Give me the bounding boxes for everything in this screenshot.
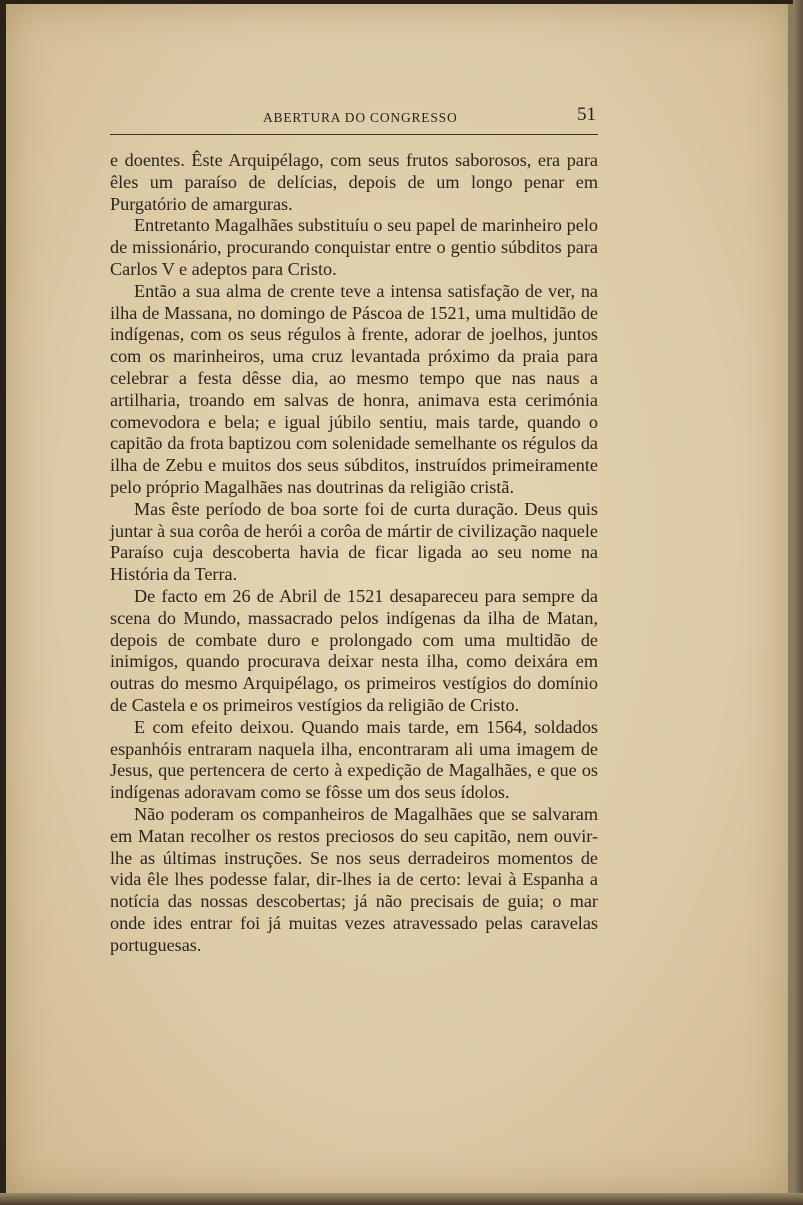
paragraph-5: De facto em 26 de Abril de 1521 desapareceu para sempre da scena do Mundo, massacrado pelos indígenas da ilha de Matan, depois de combate duro e prolongado com uma multidão de inimigos, quando procurava deixar nesta ilha, como deixára em outras do mesmo Arquipélago, os primeiros vestígios do domínio de Castela e os primeiros vestígios da religião de Cristo. — [110, 585, 598, 715]
body-text — [110, 150, 598, 956]
paragraph-1: e doentes. Êste Arquipélago, com seus frutos saborosos, era para êles um paraíso de delícias, depois de um longo penar em Purgatório de amarguras. — [110, 150, 598, 214]
header-rule — [110, 134, 598, 135]
paragraph-6: E com efeito deixou. Quando mais tarde, em 1564, soldados espanhóis entraram naquela ilha, encontraram ali uma imagem de Jesus, que pertencera de certo à expedição de Magalhães, e que os indígenas adoravam como se fôsse um dos seus ídolos. — [110, 716, 598, 803]
paragraph-4: Mas êste período de boa sorte foi de curta duração. Deus quis juntar à sua corôa de herói a corôa de mártir de civilização naquele Paraíso cuja descoberta havia de ficar ligada ao seu nome na História da Terra. — [110, 498, 598, 585]
running-title: ABERTURA DO CONGRESSO — [263, 110, 458, 125]
book-edge-right — [793, 0, 803, 1205]
paragraph-7: Não poderam os companheiros de Magalhães que se salvaram em Matan recolher os restos preciosos do seu capitão, nem ouvir-lhe as últimas instruções. Se nos seus derradeiros momentos de vida êle lhes podesse falar, dir-lhes ia de certo: levai à Espanha a notícia das nossas descobertas; já não precisais de guia; o mar onde ides entrar foi já muitas vezes atravessado pelas caravelas portuguesas. — [110, 803, 598, 955]
paragraph-2: Entretanto Magalhães substituíu o seu papel de marinheiro pelo de missionário, procurando conquistar entre o gentio súbditos para Carlos V e adeptos para Cristo. — [110, 215, 598, 279]
page-header — [110, 104, 598, 130]
page-number: 51 — [577, 104, 596, 125]
paragraph-3: Então a sua alma de crente teve a intensa satisfação de ver, na ilha de Massana, no domingo de Páscoa de 1521, uma multidão de indígenas, com os seus régulos à frente, adorar de joelhos, juntos com os marinheiros, uma cruz levantada próximo da praia para celebrar a festa dêsse dia, ao mesmo tempo que nas naus a artilharia, troando em salvas de honra, animava esta cerimónia comevodora e bela; e igual júbilo sentiu, mais tarde, quando o capitão da frota baptizou com solenidade semelhante os régulos da ilha de Zebu e muitos dos seus súbditos, instruídos primeiramente pelo próprio Magalhães nas doutrinas da religião cristã. — [110, 280, 598, 497]
book-edge-bottom — [0, 1193, 803, 1205]
